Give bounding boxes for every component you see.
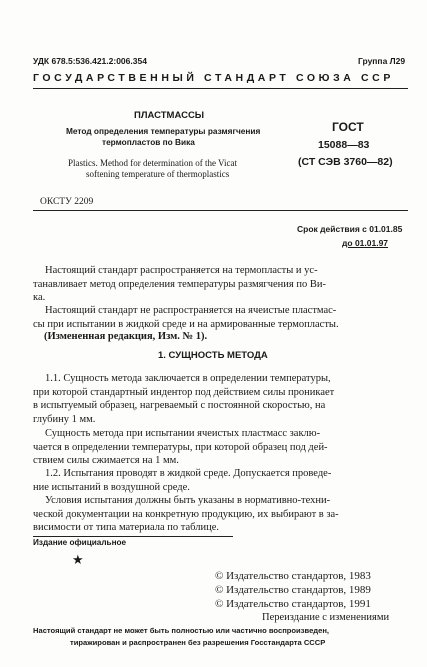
copyright-text: Издательство стандартов, 1983	[226, 570, 371, 582]
copyright-text: Издательство стандартов, 1989	[226, 584, 371, 596]
official-edition-label: Издание официальное	[33, 538, 127, 547]
validity-from: Срок действия с 01.01.85	[297, 224, 403, 234]
udk-code: УДК 678.5:536.421.2:006.354	[33, 56, 147, 66]
revision-note: (Измененная редакция, Изм. № 1).	[44, 331, 208, 342]
body-end-rule	[33, 536, 233, 537]
text-line: глубину 1 мм.	[33, 413, 96, 425]
document-title: ПЛАСТМАССЫ	[134, 110, 205, 121]
method-title-ru-line1: Метод определения температуры размягчения	[66, 126, 261, 136]
state-standard-banner: ГОСУДАРСТВЕННЫЙ СТАНДАРТ СОЮЗА ССР	[33, 72, 394, 84]
method-title-en-line1: Plastics. Method for determination of the Vicat	[68, 158, 238, 168]
text-line: Условия испытания должны быть указаны в нормативно-техни-	[45, 495, 331, 506]
text-line: ческой документации на конкретную продукцию, их выбирают в за-	[33, 508, 339, 520]
clause-1-2	[33, 467, 408, 494]
text-line: Сущность метода при испытании ячеистых пластмасс заклю-	[45, 428, 321, 439]
gost-label: ГОСТ	[332, 120, 364, 134]
section-heading: 1. СУЩНОСТЬ МЕТОДА	[158, 350, 268, 361]
copyright-text: Издательство стандартов, 1991	[226, 598, 371, 610]
header-rule	[33, 88, 408, 89]
copyright-line-2	[215, 584, 371, 596]
gost-number: 15088—83	[318, 139, 370, 151]
method-title-en-line2: softening temperature of thermoplastics	[86, 169, 230, 179]
st-sev-reference: (СТ СЭВ 3760—82)	[298, 156, 393, 168]
intro-paragraph-2	[33, 304, 408, 331]
copyright-icon: ©	[215, 570, 224, 582]
text-line: при которой стандартный индентор под действием силы проникает	[33, 386, 335, 398]
copyright-icon: ©	[215, 598, 224, 610]
reprint-note: Переиздание с изменениями	[262, 612, 390, 623]
star-icon: ★	[72, 552, 84, 567]
text-line: чается в определении температуры, при которой образец под дей-	[33, 441, 328, 453]
okstu-code: ОКСТУ 2209	[40, 197, 94, 207]
text-line: висимости от типа материала по таблице.	[33, 522, 220, 533]
clause-conditions	[33, 494, 408, 535]
group-code: Группа Л29	[358, 56, 406, 66]
okstu-rule	[33, 210, 408, 211]
text-line: 1.1. Сущность метода заключается в определении температуры,	[45, 373, 331, 384]
text-line: танавливает метод определения температуры размягчения по Ви-	[33, 278, 326, 290]
text-line: в испытуемый образец, нагреваемый с постоянной скоростью, на	[33, 400, 326, 411]
text-line: Настоящий стандарт не распространяется на ячеистые пластмас-	[45, 305, 337, 316]
text-line: ние испытаний в воздушной среде.	[33, 481, 190, 493]
text-line: ка.	[33, 292, 46, 303]
copyright-line-3	[215, 598, 371, 610]
reproduction-notice-line2: тиражирован и распространен без разрешения Госстандарта СССР	[70, 638, 326, 647]
method-title-ru-line2: термопластов по Вика	[102, 137, 195, 147]
text-line: 1.2. Испытания проводят в жидкой среде. Допускается проведе-	[45, 468, 332, 479]
clause-1-1	[33, 372, 408, 426]
text-line: ствием силы сжимается на 1 мм.	[33, 455, 179, 466]
text-line: сы при испытании в жидкой среде и на армированные термопласты.	[33, 318, 339, 330]
copyright-line-1	[215, 570, 371, 582]
reproduction-notice-line1: Настоящий стандарт не может быть полностью или частично воспроизведен,	[33, 626, 330, 635]
intro-paragraph-1	[33, 264, 408, 305]
copyright-icon: ©	[215, 584, 224, 596]
text-line: Настоящий стандарт распространяется на термопласты и ус-	[45, 265, 318, 276]
validity-to: до 01.01.97	[342, 238, 389, 248]
clause-foam	[33, 427, 408, 468]
